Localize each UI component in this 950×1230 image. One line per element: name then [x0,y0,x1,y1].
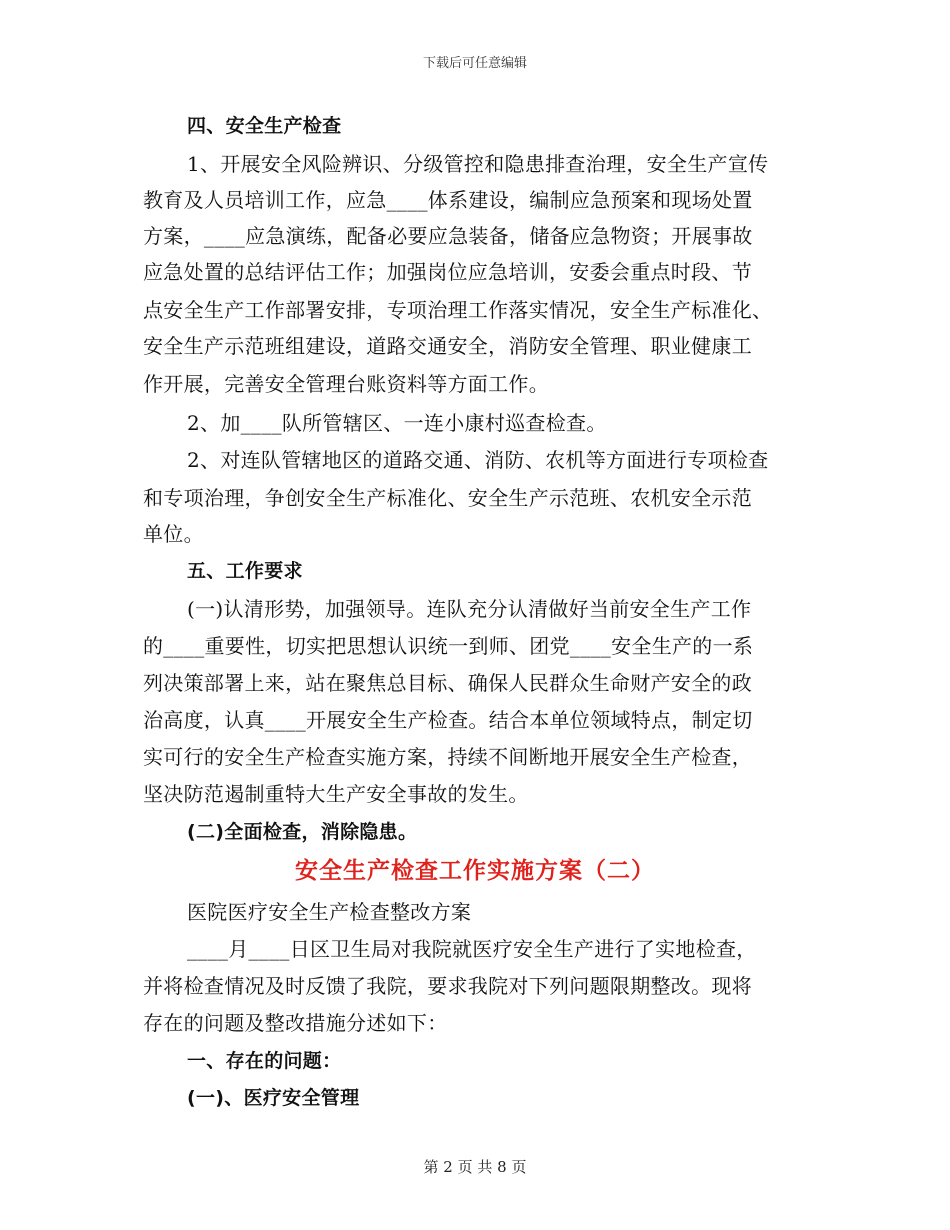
document-title: 安全生产检查工作实施方案（二） [295,858,655,884]
paragraph-line: 存在的问题及整改措施分述如下： [143,1011,448,1035]
page-header-note: 下载后可任意编辑 [422,56,527,71]
paragraph-line: 1、开展安全风险辨识、分级管控和隐患排查治理，安全生产宣传 [187,152,769,176]
paragraph-line: (一)认清形势，加强领导。连队充分认清做好当前安全生产工作 [187,597,752,621]
subsection-heading: (一)、医疗安全管理 [187,1087,360,1109]
paragraph-line: 单位。 [143,522,204,546]
section-heading-1: 一、存在的问题： [187,1050,342,1072]
subsection-heading: (二)全面检查，消除隐患。 [187,821,418,843]
paragraph-line: 和专项治理，争创安全生产标准化、安全生产示范班、农机安全示范 [143,486,752,510]
paragraph-line: ____月____日区卫生局对我院就医疗安全生产进行了实地检查， [187,937,757,961]
paragraph-line: 医院医疗安全生产检查整改方案 [187,900,472,924]
page-number-footer: 第 2 页 共 8 页 [423,1158,527,1176]
paragraph-line: 2、加____队所管辖区、一连小康村巡查检查。 [187,411,607,435]
paragraph-line: 实可行的安全生产检查实施方案，持续不间断地开展安全生产检查， [143,745,752,769]
paragraph-line: 作开展，完善安全管理台账资料等方面工作。 [143,372,549,396]
section-heading-4: 四、安全生产检查 [187,115,342,137]
paragraph-line: 安全生产示范班组建设，道路交通安全，消防安全管理、职业健康工 [143,334,752,358]
paragraph-line: 方案，____应急演练，配备必要应急装备，储备应急物资；开展事故 [143,224,753,248]
paragraph-line: 并将检查情况及时反馈了我院，要求我院对下列问题限期整改。现将 [143,974,752,998]
paragraph-line: 的____重要性，切实把思想认识统一到师、团党____安全生产的一系 [143,634,754,658]
paragraph-line: 治高度，认真____开展安全生产检查。结合本单位领域特点，制定切 [143,708,753,732]
paragraph-line: 坚决防范遏制重特大生产安全事故的发生。 [143,782,529,806]
paragraph-line: 点安全生产工作部署安排，专项治理工作落实情况，安全生产标准化、 [143,298,773,322]
paragraph-line: 应急处置的总结评估工作；加强岗位应急培训，安委会重点时段、节 [143,260,752,284]
paragraph-line: 2、对连队管辖地区的道路交通、消防、农机等方面进行专项检查 [187,448,769,472]
section-heading-5: 五、工作要求 [187,560,303,582]
paragraph-line: 列决策部署上来，站在聚焦总目标、确保人民群众生命财产安全的政 [143,671,752,695]
paragraph-line: 教育及人员培训工作，应急____体系建设，编制应急预案和现场处置 [143,188,753,212]
